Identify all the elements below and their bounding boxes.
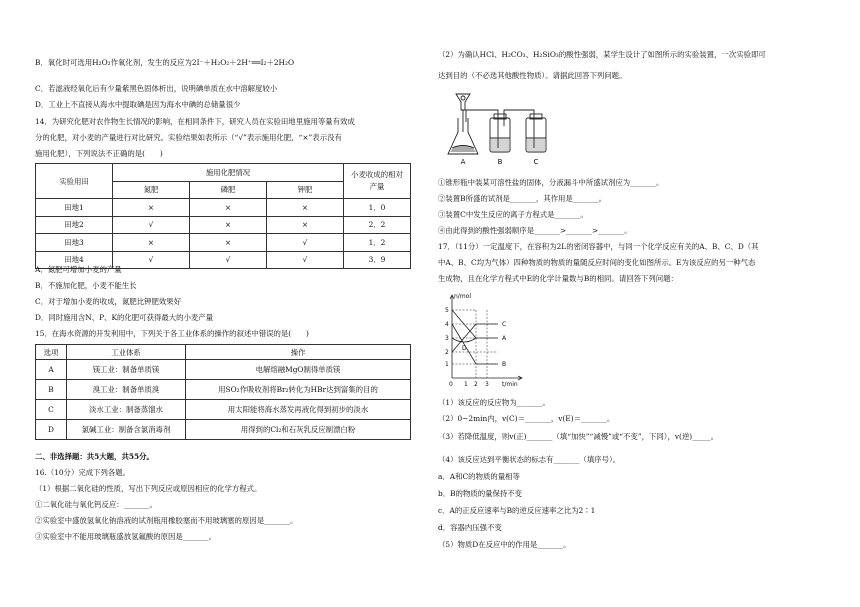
th-system: 工业体系 <box>67 345 186 360</box>
table-row: 田地4 √ √ √ 3．9 <box>36 251 411 269</box>
svg-text:3: 3 <box>445 335 449 342</box>
amount-time-graph <box>438 292 528 388</box>
q17-part4-c: c．A的正反应速率与B的逆反应速率之比为2∶1 <box>438 506 596 515</box>
x-axis-label: t/min <box>502 381 518 388</box>
q14-option-b: B．不施加化肥，小麦不能生长 <box>35 281 137 290</box>
q16-part1: （1）根据二氧化硅的性质，写出下列反应或原因相应的化学方程式。 <box>35 484 262 493</box>
th-fertilizer: 施用化肥情况 <box>113 164 344 182</box>
q17-part4-a: a．A和C的物质的量相等 <box>438 472 520 481</box>
th-option: 选项 <box>36 345 67 360</box>
apparatus-diagram <box>440 88 560 166</box>
q17-part1: （1）该反应的反应物为_______。 <box>438 398 550 407</box>
q17-stem-line2: 中A、B、C均为气体）四种物质的物质的量随反应时间的变化如图所示。E为该反应的另一种气态 <box>438 258 756 267</box>
q13-option-d: D．工业上不直接从海水中提取碘是因为海水中碘的总储量很少 <box>35 100 241 109</box>
q16-part2-b: ②装置B所盛的试剂是_______，其作用是_______。 <box>438 194 607 203</box>
q16-part2-d: ④由此得到的酸性强弱顺序是_______>_______>_______。 <box>438 226 632 235</box>
th-potassium: 钾肥 <box>267 181 344 199</box>
section-2-heading: 二、非选择题：共5大题，共55分。 <box>35 452 154 461</box>
q17-part5: （5）物质D在反应中的作用是_______。 <box>438 540 571 549</box>
apparatus-label-a: A <box>460 158 466 166</box>
svg-text:3: 3 <box>485 381 489 388</box>
q14-stem-line3: 施用化肥），下列说法不正确的是( ) <box>35 149 163 158</box>
q17-part3: （3）若降低温度，则v(正)_______（填“加快”“减慢”或“不变”，下同），v(逆)_____。 <box>438 432 719 441</box>
apparatus-label-c: C <box>533 158 539 166</box>
svg-text:1: 1 <box>464 381 468 388</box>
q17-part4-d: d．容器内压强不变 <box>438 523 502 532</box>
th-field: 实验用田 <box>36 164 113 199</box>
q16-part1-a: ①二氧化硅与氧化钙反应：_______。 <box>35 500 157 509</box>
table-row: 田地3 × × √ 1．2 <box>36 234 411 252</box>
svg-text:4: 4 <box>445 321 449 328</box>
series-label-a: A <box>502 335 507 342</box>
q16-part1-b: ②实验室中盛放氢氧化钠溶液的试剂瓶用橡胶塞而不用玻璃塞的原因是_______。 <box>35 516 298 525</box>
q16-part2-line1: （2）为确认HCl、H₂CO₃、H₂SiO₃的酸性强弱，某学生设计了如图所示的实验装置，一次实验即可 <box>438 50 766 59</box>
series-label-d: D <box>462 345 467 352</box>
series-label-c: C <box>502 321 507 328</box>
q17-stem-line1: 17．（11分）一定温度下，在容积为2L的密闭容器中，与同一个化学反应有关的A、B、C、D（其 <box>438 242 759 251</box>
q16-part1-c: ③实验室中不能用玻璃瓶盛放氢氟酸的原因是_______。 <box>35 532 217 541</box>
svg-text:0: 0 <box>449 381 453 388</box>
table-row: 田地1 × × × 1．0 <box>36 199 411 217</box>
q16-part2-a: ①锥形瓶中装某可溶性盐的固体，分液漏斗中所盛试剂应为_______。 <box>438 178 664 187</box>
q17-part4: （4）该反应达到平衡状态的标志有_______（填序号）。 <box>438 455 621 464</box>
table-row: B 溴工业：制备单质溴 用SO₂作吸收剂将Br₂转化为HBr达到富集的目的 <box>36 380 411 400</box>
q14-stem-line2: 分的化肥，对小麦的产量进行对比研究。实验结果如表所示（“√”表示施用化肥，“×”表示没有 <box>35 133 342 142</box>
q16-part2-c: ③装置C中发生反应的离子方程式是_______。 <box>438 210 588 219</box>
svg-text:1: 1 <box>445 361 449 368</box>
svg-text:2: 2 <box>474 381 478 388</box>
series-label-b: B <box>502 361 507 368</box>
table-row: D 氯碱工业：制备含氯消毒剂 用得到的Cl₂和石灰乳反应制漂白粉 <box>36 420 411 440</box>
fertilizer-table <box>35 163 411 269</box>
q17-part2: （2）0~2min内，v(C)＝_______，v(E)＝_______。 <box>438 414 615 423</box>
q14-option-d: D．同时施用含N、P、K的化肥可获得最大的小麦产量 <box>35 313 214 322</box>
seawater-table <box>35 344 411 440</box>
svg-text:5: 5 <box>445 307 449 314</box>
q13-option-c: C．若滤液经氧化后有少量紫黑色固体析出，说明碘单质在水中溶解度较小 <box>35 84 278 93</box>
table-row: 田地2 √ × × 2．2 <box>36 216 411 234</box>
q16-part2-line2: 达到目的（不必选其他酸性物质）。请据此回答下列问题。 <box>438 71 627 80</box>
q14-option-c: C．对于增加小麦的收成，氮肥比钾肥效果好 <box>35 297 182 306</box>
q15-stem: 15．在海水资源的开发利用中，下列关于各工业体系的操作的叙述中错误的是( ) <box>35 329 309 338</box>
table-row: A 镁工业：制备单质镁 电解熔融MgO制得单质镁 <box>36 360 411 380</box>
q13-option-b: B．氧化时可选用H₂O₂作氧化剂，发生的反应为2I⁻＋H₂O₂＋2H⁺══I₂＋2H₂O <box>35 58 295 67</box>
th-phosphorus: 磷肥 <box>190 181 267 199</box>
th-nitrogen: 氮肥 <box>113 181 190 199</box>
table-row: C 淡水工业：制备蒸馏水 用太阳能将海水蒸发再液化得到初步的淡水 <box>36 400 411 420</box>
th-yield: 小麦收成的相对 产量 <box>344 164 411 199</box>
svg-text:2: 2 <box>445 349 449 356</box>
q14-option-a: A．氮肥可增加小麦的产量 <box>35 265 122 274</box>
apparatus-label-b: B <box>497 158 503 166</box>
q17-stem-line3: 生成物，且在化学方程式中E的化学计量数与B的相同。请回答下列问题： <box>438 274 678 283</box>
y-axis-label: n/mol <box>454 293 472 300</box>
q16-title: 16.（10分）完成下列各题。 <box>35 468 131 477</box>
th-operation: 操作 <box>186 345 411 360</box>
q17-part4-b: b．B的物质的量保持不变 <box>438 489 523 498</box>
q14-stem-line1: 14．为研究化肥对农作物生长情况的影响，在相同条件下，研究人员在实验田地里施用等量有效成 <box>35 117 355 126</box>
